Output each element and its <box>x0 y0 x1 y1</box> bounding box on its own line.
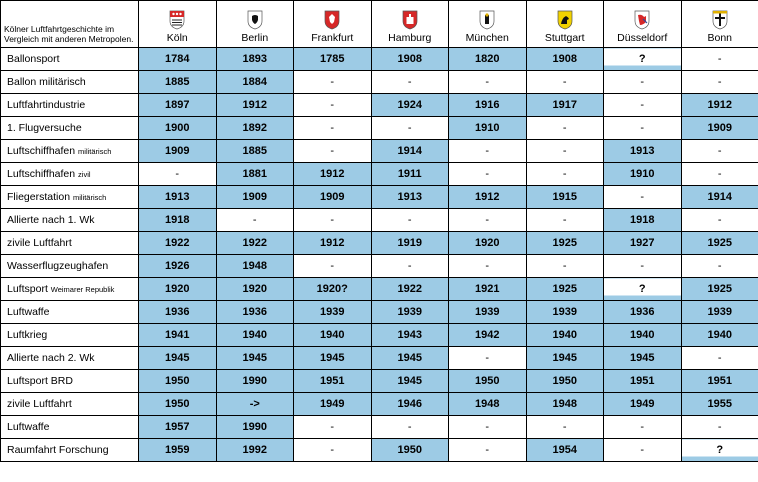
table-row <box>1 301 758 324</box>
city-name: Frankfurt <box>311 32 354 44</box>
year-cell: 1992 <box>216 439 294 462</box>
cologne-crest-icon <box>139 10 216 30</box>
year-cell: - <box>604 71 682 94</box>
year-cell: - <box>681 71 758 94</box>
year-cell: 1954 <box>526 439 604 462</box>
row-label-text: Raumfahrt Forschung <box>7 444 109 456</box>
year-cell: 1948 <box>216 255 294 278</box>
year-cell: 1910 <box>604 163 682 186</box>
year-cell: - <box>371 416 449 439</box>
bonn-cross-crest-icon <box>682 10 758 30</box>
year-cell: 1919 <box>371 232 449 255</box>
year-cell: 1916 <box>449 94 527 117</box>
year-cell: 1940 <box>604 324 682 347</box>
year-cell: 1939 <box>681 301 758 324</box>
year-cell: 1820 <box>449 48 527 71</box>
year-cell: 1920? <box>294 278 372 301</box>
table-row <box>1 186 758 209</box>
row-label-text: Luftsport BRD <box>7 375 73 387</box>
year-cell: 1990 <box>216 416 294 439</box>
table-row <box>1 117 758 140</box>
year-cell: 1942 <box>449 324 527 347</box>
row-label <box>1 48 139 71</box>
year-cell: 1915 <box>526 186 604 209</box>
row-label-text: Luftwaffe <box>7 421 50 433</box>
row-label <box>1 301 139 324</box>
row-label-text: Allierte nach 1. Wk <box>7 214 95 226</box>
hamburg-castle-crest-icon <box>372 10 449 30</box>
year-cell: - <box>449 416 527 439</box>
year-cell: 1912 <box>294 232 372 255</box>
year-cell: 1913 <box>371 186 449 209</box>
city-name: München <box>465 32 509 44</box>
year-cell: 1945 <box>216 347 294 370</box>
year-cell: 1955 <box>681 393 758 416</box>
year-cell: - <box>526 209 604 232</box>
table-row <box>1 71 758 94</box>
city-name: Bonn <box>707 32 733 44</box>
year-cell: - <box>681 163 758 186</box>
table-row <box>1 48 758 71</box>
duesseldorf-lion-crest-icon <box>604 10 681 30</box>
year-cell: 1945 <box>371 347 449 370</box>
row-label-qualifier: zivil <box>78 170 91 179</box>
year-cell: 1909 <box>139 140 217 163</box>
year-cell: 1909 <box>681 117 758 140</box>
year-cell: - <box>449 255 527 278</box>
year-cell: 1885 <box>216 140 294 163</box>
year-cell: - <box>449 140 527 163</box>
year-cell: - <box>371 209 449 232</box>
year-cell: 1913 <box>604 140 682 163</box>
year-cell: 1925 <box>526 232 604 255</box>
year-cell: 1924 <box>371 94 449 117</box>
year-cell: 1884 <box>216 71 294 94</box>
year-cell: 1908 <box>526 48 604 71</box>
row-label <box>1 416 139 439</box>
row-label <box>1 439 139 462</box>
row-label-qualifier: militärisch <box>72 193 107 202</box>
year-cell: 1951 <box>681 370 758 393</box>
table-row <box>1 209 758 232</box>
year-cell: 1785 <box>294 48 372 71</box>
year-cell: - <box>294 416 372 439</box>
year-cell: 1912 <box>681 94 758 117</box>
city-header-7 <box>681 1 758 48</box>
year-cell: ? <box>604 278 682 301</box>
berlin-bear-crest-icon <box>217 10 294 30</box>
year-cell: 1957 <box>139 416 217 439</box>
row-label <box>1 255 139 278</box>
row-label <box>1 163 139 186</box>
year-cell: 1897 <box>139 94 217 117</box>
year-cell: 1922 <box>139 232 217 255</box>
city-header-2 <box>294 1 372 48</box>
city-header-0 <box>139 1 217 48</box>
row-label <box>1 117 139 140</box>
year-cell: 1951 <box>294 370 372 393</box>
year-cell: 1909 <box>294 186 372 209</box>
table-row <box>1 416 758 439</box>
year-cell: 1948 <box>526 393 604 416</box>
row-label-text: zivile Luftfahrt <box>7 237 72 249</box>
year-cell: - <box>604 94 682 117</box>
year-cell: - <box>526 117 604 140</box>
year-cell: 1941 <box>139 324 217 347</box>
year-cell: - <box>681 209 758 232</box>
year-cell: 1948 <box>449 393 527 416</box>
year-cell: 1949 <box>294 393 372 416</box>
year-cell: 1925 <box>681 232 758 255</box>
row-label-text: Luftfahrtindustrie <box>7 99 86 111</box>
row-label <box>1 324 139 347</box>
table-row <box>1 140 758 163</box>
year-cell: 1939 <box>294 301 372 324</box>
row-label-text: Ballonsport <box>7 53 60 65</box>
row-label-text: Ballon militärisch <box>7 76 86 88</box>
row-label-text: Luftwaffe <box>7 306 50 318</box>
row-label <box>1 140 139 163</box>
year-cell: 1950 <box>139 393 217 416</box>
city-name: Köln <box>166 32 188 44</box>
year-cell: 1950 <box>449 370 527 393</box>
year-cell: 1918 <box>604 209 682 232</box>
year-cell: 1945 <box>294 347 372 370</box>
row-label-qualifier: Weimarer Republik <box>50 285 115 294</box>
table-row <box>1 163 758 186</box>
year-cell: - <box>681 255 758 278</box>
year-cell: 1940 <box>294 324 372 347</box>
row-label-text: zivile Luftfahrt <box>7 398 72 410</box>
year-cell: 1939 <box>371 301 449 324</box>
year-cell: - <box>294 117 372 140</box>
year-cell: - <box>526 255 604 278</box>
year-cell: 1925 <box>526 278 604 301</box>
year-cell: 1990 <box>216 370 294 393</box>
stuttgart-horse-crest-icon <box>527 10 604 30</box>
year-cell: - <box>604 439 682 462</box>
year-cell: - <box>449 163 527 186</box>
year-cell: 1950 <box>371 439 449 462</box>
city-name: Berlin <box>241 32 269 44</box>
row-label <box>1 278 139 301</box>
year-cell: 1885 <box>139 71 217 94</box>
year-cell: - <box>449 209 527 232</box>
table-row <box>1 94 758 117</box>
year-cell: 1940 <box>681 324 758 347</box>
year-cell: 1914 <box>371 140 449 163</box>
row-label-text: Wasserflugzeughafen <box>7 260 109 272</box>
row-label-text: Luftsport <box>7 283 48 295</box>
year-cell: 1940 <box>216 324 294 347</box>
row-label-text: Luftschiffhafen <box>7 145 76 157</box>
year-cell: 1945 <box>371 370 449 393</box>
year-cell: 1920 <box>449 232 527 255</box>
year-cell: - <box>526 140 604 163</box>
year-cell: 1892 <box>216 117 294 140</box>
year-cell: 1912 <box>216 94 294 117</box>
year-cell: - <box>681 347 758 370</box>
year-cell: 1950 <box>526 370 604 393</box>
year-cell: 1940 <box>526 324 604 347</box>
city-header-4 <box>449 1 527 48</box>
year-cell: - <box>681 140 758 163</box>
year-cell: - <box>604 186 682 209</box>
row-label-text: 1. Flugversuche <box>7 122 82 134</box>
year-cell: 1881 <box>216 163 294 186</box>
year-cell: 1900 <box>139 117 217 140</box>
table-row <box>1 370 758 393</box>
table-row <box>1 255 758 278</box>
year-cell: 1893 <box>216 48 294 71</box>
city-header-3 <box>371 1 449 48</box>
year-cell: 1925 <box>681 278 758 301</box>
year-cell: 1912 <box>294 163 372 186</box>
year-cell: 1920 <box>139 278 217 301</box>
year-cell: - <box>294 140 372 163</box>
year-cell: - <box>604 416 682 439</box>
munich-monk-crest-icon <box>449 10 526 30</box>
year-cell: 1908 <box>371 48 449 71</box>
year-cell: 1910 <box>449 117 527 140</box>
row-label <box>1 186 139 209</box>
year-cell: 1920 <box>216 278 294 301</box>
city-header-5 <box>526 1 604 48</box>
year-cell: - <box>449 71 527 94</box>
year-cell: - <box>526 71 604 94</box>
year-cell: - <box>294 94 372 117</box>
year-cell: ? <box>604 48 682 71</box>
row-label-text: Fliegerstation <box>7 191 71 203</box>
year-cell: 1911 <box>371 163 449 186</box>
row-label <box>1 71 139 94</box>
year-cell: 1936 <box>139 301 217 324</box>
year-cell: 1959 <box>139 439 217 462</box>
year-cell: - <box>294 71 372 94</box>
row-label <box>1 393 139 416</box>
year-cell: 1945 <box>604 347 682 370</box>
year-cell: 1922 <box>216 232 294 255</box>
row-label-text: Luftkrieg <box>7 329 48 341</box>
city-name: Düsseldorf <box>617 32 668 44</box>
year-cell: 1917 <box>526 94 604 117</box>
year-cell: - <box>294 209 372 232</box>
row-label-text: Allierte nach 2. Wk <box>7 352 95 364</box>
year-cell: - <box>526 416 604 439</box>
year-cell: -> <box>216 393 294 416</box>
row-label-text: Luftschiffhafen <box>7 168 76 180</box>
table-row <box>1 347 758 370</box>
year-cell: 1939 <box>449 301 527 324</box>
year-cell: 1922 <box>371 278 449 301</box>
row-label-qualifier: militärisch <box>78 147 112 156</box>
year-cell: - <box>216 209 294 232</box>
year-cell: - <box>526 163 604 186</box>
year-cell: 1945 <box>526 347 604 370</box>
row-label <box>1 232 139 255</box>
year-cell: 1945 <box>139 347 217 370</box>
row-label <box>1 94 139 117</box>
year-cell: 1939 <box>526 301 604 324</box>
year-cell: 1943 <box>371 324 449 347</box>
table-row <box>1 324 758 347</box>
year-cell: - <box>371 71 449 94</box>
year-cell: 1921 <box>449 278 527 301</box>
frankfurt-eagle-crest-icon <box>294 10 371 30</box>
year-cell: 1936 <box>604 301 682 324</box>
row-label <box>1 370 139 393</box>
table-row <box>1 439 758 462</box>
year-cell: 1927 <box>604 232 682 255</box>
year-cell: - <box>294 255 372 278</box>
year-cell: - <box>139 163 217 186</box>
year-cell: 1936 <box>216 301 294 324</box>
year-cell: 1918 <box>139 209 217 232</box>
year-cell: 1912 <box>449 186 527 209</box>
year-cell: 1949 <box>604 393 682 416</box>
city-header-6 <box>604 1 682 48</box>
year-cell: - <box>681 48 758 71</box>
table-row <box>1 278 758 301</box>
year-cell: 1951 <box>604 370 682 393</box>
year-cell: - <box>681 416 758 439</box>
year-cell: - <box>294 439 372 462</box>
year-cell: - <box>449 347 527 370</box>
year-cell: 1914 <box>681 186 758 209</box>
year-cell: - <box>604 255 682 278</box>
city-name: Hamburg <box>388 32 432 44</box>
city-name: Stuttgart <box>544 32 585 44</box>
year-cell: ? <box>681 439 758 462</box>
year-cell: 1926 <box>139 255 217 278</box>
year-cell: - <box>371 255 449 278</box>
row-label <box>1 347 139 370</box>
table-row <box>1 393 758 416</box>
year-cell: 1950 <box>139 370 217 393</box>
year-cell: - <box>449 439 527 462</box>
city-header-1 <box>216 1 294 48</box>
year-cell: 1909 <box>216 186 294 209</box>
year-cell: - <box>371 117 449 140</box>
year-cell: 1784 <box>139 48 217 71</box>
header-row <box>1 1 758 48</box>
table-row <box>1 232 758 255</box>
year-cell: - <box>604 117 682 140</box>
row-label <box>1 209 139 232</box>
year-cell: 1913 <box>139 186 217 209</box>
table-title: Kölner Luftfahrtgeschichte im Vergleich mit anderen Metropolen. <box>1 1 139 48</box>
year-cell: 1946 <box>371 393 449 416</box>
